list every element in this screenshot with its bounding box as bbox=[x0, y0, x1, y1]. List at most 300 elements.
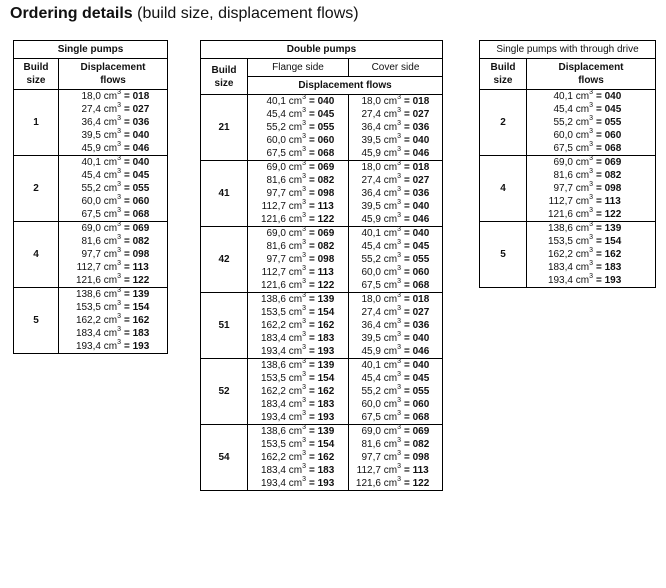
displacement-code: = 139 bbox=[596, 223, 622, 234]
volume-unit-exponent: 3 bbox=[302, 331, 306, 338]
page-title-main: Ordering details bbox=[10, 5, 133, 22]
displacement-entry bbox=[349, 293, 442, 306]
volume-unit: cm bbox=[288, 175, 303, 186]
table-row bbox=[14, 156, 168, 222]
displacement-code: = 113 bbox=[403, 465, 429, 476]
displacement-volume bbox=[248, 121, 306, 134]
displacement-volume bbox=[59, 129, 121, 142]
volume-unit-exponent: 3 bbox=[397, 107, 401, 114]
volume-value: 60,0 bbox=[81, 196, 101, 207]
header-line: Build bbox=[211, 64, 237, 76]
volume-unit-exponent: 3 bbox=[589, 221, 593, 228]
displacement-volume bbox=[349, 332, 401, 345]
code-value: 027 bbox=[132, 104, 150, 115]
code-value: 162 bbox=[317, 386, 335, 397]
displacement-entry bbox=[248, 306, 348, 319]
code-value: 154 bbox=[317, 307, 335, 318]
code-value: 046 bbox=[412, 148, 430, 159]
volume-value: 60,0 bbox=[361, 267, 381, 278]
volume-unit-exponent: 3 bbox=[397, 226, 401, 233]
volume-value: 183,4 bbox=[547, 262, 573, 273]
code-value: 098 bbox=[604, 183, 622, 194]
volume-unit-exponent: 3 bbox=[117, 155, 121, 162]
volume-unit: cm bbox=[383, 399, 398, 410]
volume-unit: cm bbox=[288, 241, 303, 252]
volume-unit-exponent: 3 bbox=[117, 207, 121, 214]
volume-value: 97,7 bbox=[266, 254, 286, 265]
code-value: 068 bbox=[604, 143, 622, 154]
volume-unit-exponent: 3 bbox=[117, 260, 121, 267]
displacement-volume bbox=[527, 208, 593, 221]
build-size: 2 bbox=[480, 90, 527, 156]
code-value: 122 bbox=[132, 275, 150, 286]
displacement-code: = 060 bbox=[403, 399, 430, 410]
volume-unit-exponent: 3 bbox=[117, 102, 121, 109]
code-value: 154 bbox=[317, 373, 335, 384]
displacement-entry bbox=[248, 359, 348, 372]
displacement-volume bbox=[248, 187, 306, 200]
single-pumps-table bbox=[13, 40, 168, 354]
displacement-volume bbox=[349, 411, 401, 424]
code-value: 122 bbox=[412, 478, 430, 489]
displacement-volume bbox=[527, 142, 593, 155]
volume-unit-exponent: 3 bbox=[589, 128, 593, 135]
volume-unit: cm bbox=[103, 170, 118, 181]
displacement-code: = 060 bbox=[403, 267, 430, 278]
through-drive-table bbox=[479, 40, 656, 288]
volume-unit-exponent: 3 bbox=[302, 424, 306, 431]
volume-value: 45,4 bbox=[361, 241, 381, 252]
displacement-volume bbox=[527, 156, 593, 169]
displacement-volume bbox=[527, 90, 593, 103]
volume-unit: cm bbox=[383, 109, 398, 120]
volume-value: 39,5 bbox=[361, 135, 381, 146]
displacement-code: = 040 bbox=[309, 96, 335, 107]
displacement-entry bbox=[248, 438, 348, 451]
build-size: 42 bbox=[201, 227, 248, 293]
displacement-entry bbox=[349, 213, 442, 226]
code-value: 098 bbox=[132, 249, 150, 260]
displacement-entry bbox=[248, 279, 348, 292]
volume-unit-exponent: 3 bbox=[117, 234, 121, 241]
displacement-cell bbox=[248, 95, 349, 161]
volume-unit: cm bbox=[383, 386, 398, 397]
displacement-volume bbox=[59, 301, 121, 314]
displacement-code: = 098 bbox=[124, 249, 150, 260]
displacement-code: = 082 bbox=[124, 236, 150, 247]
displacement-volume bbox=[248, 293, 306, 306]
displacement-volume bbox=[59, 116, 121, 129]
volume-unit: cm bbox=[383, 254, 398, 265]
displacement-code: = 046 bbox=[403, 148, 430, 159]
volume-value: 121,6 bbox=[260, 214, 286, 225]
header-line: size bbox=[214, 77, 234, 89]
code-value: 183 bbox=[317, 333, 335, 344]
code-value: 069 bbox=[317, 228, 335, 239]
volume-unit: cm bbox=[383, 267, 398, 278]
code-value: 045 bbox=[604, 104, 622, 115]
code-value: 040 bbox=[412, 201, 430, 212]
displacement-volume bbox=[248, 477, 306, 490]
volume-value: 121,6 bbox=[75, 275, 101, 286]
volume-value: 183,4 bbox=[260, 465, 286, 476]
displacement-code: = 046 bbox=[403, 214, 430, 225]
displacement-volume bbox=[248, 240, 306, 253]
displacement-entry bbox=[248, 227, 348, 240]
volume-unit-exponent: 3 bbox=[589, 155, 593, 162]
displacement-code: = 193 bbox=[309, 478, 335, 489]
volume-value: 55,2 bbox=[81, 183, 101, 194]
double-pumps-table bbox=[200, 40, 443, 491]
volume-unit: cm bbox=[575, 143, 590, 154]
table-row bbox=[14, 288, 168, 354]
displacement-volume bbox=[248, 385, 306, 398]
volume-value: 45,9 bbox=[361, 346, 381, 357]
displacement-volume bbox=[349, 464, 401, 477]
volume-value: 45,4 bbox=[266, 109, 286, 120]
volume-unit-exponent: 3 bbox=[117, 115, 121, 122]
volume-unit-exponent: 3 bbox=[397, 305, 401, 312]
displacement-volume bbox=[527, 235, 593, 248]
volume-value: 55,2 bbox=[553, 117, 573, 128]
code-value: 045 bbox=[317, 109, 335, 120]
code-value: 069 bbox=[317, 162, 335, 173]
displacement-code: = 162 bbox=[124, 315, 150, 326]
volume-value: 40,1 bbox=[266, 96, 286, 107]
volume-unit: cm bbox=[288, 386, 303, 397]
displacement-volume bbox=[527, 274, 593, 287]
volume-unit: cm bbox=[383, 346, 398, 357]
volume-unit: cm bbox=[383, 452, 398, 463]
volume-unit-exponent: 3 bbox=[302, 318, 306, 325]
volume-unit-exponent: 3 bbox=[589, 273, 593, 280]
volume-value: 193,4 bbox=[75, 341, 101, 352]
volume-unit: cm bbox=[288, 360, 303, 371]
displacement-code: = 193 bbox=[309, 346, 335, 357]
volume-unit-exponent: 3 bbox=[302, 239, 306, 246]
displacement-entry bbox=[248, 398, 348, 411]
volume-unit-exponent: 3 bbox=[117, 300, 121, 307]
build-size: 4 bbox=[480, 156, 527, 222]
displacement-volume bbox=[349, 372, 401, 385]
displacement-entry bbox=[59, 103, 167, 116]
volume-unit: cm bbox=[288, 228, 303, 239]
code-value: 113 bbox=[317, 267, 334, 278]
displacement-volume bbox=[349, 187, 401, 200]
volume-value: 45,9 bbox=[81, 143, 101, 154]
table-row bbox=[14, 90, 168, 156]
displacement-volume bbox=[248, 319, 306, 332]
code-value: 055 bbox=[317, 122, 335, 133]
volume-value: 36,4 bbox=[81, 117, 101, 128]
table-row bbox=[201, 95, 443, 161]
volume-unit-exponent: 3 bbox=[397, 410, 401, 417]
displacement-code: = 068 bbox=[596, 143, 622, 154]
build-size: 1 bbox=[14, 90, 59, 156]
displacement-entry bbox=[248, 345, 348, 358]
displacement-entry bbox=[248, 372, 348, 385]
displacement-volume bbox=[527, 195, 593, 208]
code-value: 046 bbox=[412, 346, 430, 357]
displacement-code: = 154 bbox=[309, 439, 335, 450]
displacement-entry bbox=[59, 261, 167, 274]
volume-value: 18,0 bbox=[361, 294, 381, 305]
page-title bbox=[10, 5, 359, 23]
displacement-entry bbox=[248, 200, 348, 213]
code-value: 055 bbox=[604, 117, 622, 128]
code-value: 082 bbox=[317, 175, 335, 186]
displacement-volume bbox=[349, 95, 401, 108]
displacement-volume bbox=[349, 121, 401, 134]
volume-unit: cm bbox=[288, 478, 303, 489]
displacement-entry bbox=[349, 438, 442, 451]
volume-unit-exponent: 3 bbox=[397, 424, 401, 431]
displacement-code: = 036 bbox=[403, 320, 430, 331]
displacement-entry bbox=[349, 174, 442, 187]
table-row bbox=[480, 156, 656, 222]
code-value: 193 bbox=[604, 275, 622, 286]
displacement-entry bbox=[349, 187, 442, 200]
code-value: 113 bbox=[317, 201, 334, 212]
volume-unit: cm bbox=[575, 157, 590, 168]
volume-unit-exponent: 3 bbox=[302, 371, 306, 378]
table-row bbox=[201, 293, 443, 359]
volume-unit-exponent: 3 bbox=[117, 141, 121, 148]
volume-unit-exponent: 3 bbox=[302, 107, 306, 114]
displacement-volume bbox=[349, 293, 401, 306]
volume-unit: cm bbox=[288, 333, 303, 344]
table-row bbox=[480, 90, 656, 156]
volume-unit-exponent: 3 bbox=[397, 476, 401, 483]
volume-unit: cm bbox=[288, 135, 303, 146]
volume-unit: cm bbox=[103, 143, 118, 154]
displacement-entry bbox=[349, 464, 442, 477]
displacement-code: = 027 bbox=[403, 109, 430, 120]
displacement-volume bbox=[248, 134, 306, 147]
volume-unit-exponent: 3 bbox=[302, 226, 306, 233]
code-value: 018 bbox=[412, 294, 430, 305]
header-line: Build bbox=[23, 62, 49, 73]
displacement-entry bbox=[59, 142, 167, 155]
displacement-code: = 069 bbox=[309, 228, 335, 239]
displacement-entry bbox=[349, 411, 442, 424]
build-size: 54 bbox=[201, 425, 248, 491]
displacement-cell bbox=[527, 222, 656, 288]
table-row bbox=[14, 222, 168, 288]
volume-unit: cm bbox=[575, 170, 590, 181]
single-displacement-header bbox=[59, 59, 168, 90]
code-value: 193 bbox=[317, 346, 335, 357]
table-row bbox=[201, 161, 443, 227]
volume-unit: cm bbox=[288, 254, 303, 265]
displacement-volume bbox=[59, 208, 121, 221]
build-size: 51 bbox=[201, 293, 248, 359]
displacement-code: = 040 bbox=[403, 333, 430, 344]
code-value: 113 bbox=[132, 262, 149, 273]
volume-value: 81,6 bbox=[81, 236, 101, 247]
displacement-volume bbox=[349, 134, 401, 147]
volume-value: 138,6 bbox=[260, 426, 286, 437]
volume-unit: cm bbox=[383, 122, 398, 133]
volume-unit: cm bbox=[575, 183, 590, 194]
volume-unit-exponent: 3 bbox=[302, 476, 306, 483]
volume-unit: cm bbox=[383, 162, 398, 173]
code-value: 027 bbox=[412, 307, 430, 318]
displacement-volume bbox=[527, 261, 593, 274]
volume-value: 45,4 bbox=[361, 373, 381, 384]
volume-unit-exponent: 3 bbox=[397, 397, 401, 404]
displacement-entry bbox=[349, 227, 442, 240]
volume-unit: cm bbox=[103, 183, 118, 194]
volume-unit: cm bbox=[575, 117, 590, 128]
volume-unit: cm bbox=[383, 175, 398, 186]
displacement-entry bbox=[248, 425, 348, 438]
displacement-code: = 098 bbox=[596, 183, 622, 194]
displacement-code: = 055 bbox=[403, 254, 430, 265]
code-value: 098 bbox=[412, 452, 430, 463]
volume-value: 69,0 bbox=[266, 228, 286, 239]
volume-unit: cm bbox=[383, 214, 398, 225]
displacement-volume bbox=[59, 327, 121, 340]
displacement-code: = 027 bbox=[124, 104, 150, 115]
table-row bbox=[480, 222, 656, 288]
volume-unit: cm bbox=[575, 196, 590, 207]
volume-unit-exponent: 3 bbox=[397, 371, 401, 378]
volume-unit: cm bbox=[575, 91, 590, 102]
code-value: 139 bbox=[132, 289, 150, 300]
volume-value: 81,6 bbox=[553, 170, 573, 181]
code-value: 098 bbox=[317, 188, 335, 199]
volume-unit-exponent: 3 bbox=[397, 94, 401, 101]
volume-unit-exponent: 3 bbox=[117, 287, 121, 294]
volume-value: 18,0 bbox=[361, 162, 381, 173]
header-line: flows bbox=[578, 75, 604, 86]
header-line: size bbox=[493, 75, 513, 86]
displacement-code: = 162 bbox=[309, 452, 335, 463]
volume-value: 27,4 bbox=[361, 175, 381, 186]
displacement-code: = 122 bbox=[124, 275, 150, 286]
code-value: 082 bbox=[412, 439, 430, 450]
volume-unit: cm bbox=[575, 130, 590, 141]
volume-value: 138,6 bbox=[75, 289, 101, 300]
displacement-volume bbox=[248, 345, 306, 358]
displacement-entry bbox=[349, 306, 442, 319]
displacement-entry bbox=[59, 156, 167, 169]
displacement-entry bbox=[59, 314, 167, 327]
displacement-cell bbox=[59, 156, 168, 222]
displacement-entry bbox=[248, 108, 348, 121]
volume-value: 193,4 bbox=[260, 412, 286, 423]
displacement-cell bbox=[248, 425, 349, 491]
volume-unit: cm bbox=[103, 196, 118, 207]
volume-unit-exponent: 3 bbox=[117, 89, 121, 96]
volume-value: 39,5 bbox=[361, 201, 381, 212]
volume-unit: cm bbox=[103, 236, 118, 247]
volume-unit-exponent: 3 bbox=[397, 160, 401, 167]
volume-value: 39,5 bbox=[361, 333, 381, 344]
displacement-cell bbox=[59, 222, 168, 288]
displacement-volume bbox=[248, 95, 306, 108]
displacement-volume bbox=[248, 213, 306, 226]
displacement-entry bbox=[248, 187, 348, 200]
volume-value: 112,7 bbox=[261, 267, 286, 278]
volume-value: 60,0 bbox=[361, 399, 381, 410]
displacement-code: = 060 bbox=[596, 130, 622, 141]
single-pumps-body bbox=[14, 90, 168, 354]
displacement-entry bbox=[59, 222, 167, 235]
volume-unit: cm bbox=[103, 302, 118, 313]
displacement-code: = 045 bbox=[309, 109, 335, 120]
volume-unit: cm bbox=[103, 289, 118, 300]
code-value: 082 bbox=[132, 236, 150, 247]
volume-unit-exponent: 3 bbox=[302, 265, 306, 272]
displacement-volume bbox=[349, 359, 401, 372]
displacement-volume bbox=[248, 411, 306, 424]
volume-unit: cm bbox=[383, 148, 398, 159]
flange-side-header: Flange side bbox=[248, 59, 349, 77]
header-line: Build bbox=[490, 62, 516, 73]
volume-value: 69,0 bbox=[553, 157, 573, 168]
displacement-volume bbox=[59, 288, 121, 301]
volume-value: 121,6 bbox=[547, 209, 573, 220]
displacement-volume bbox=[349, 253, 401, 266]
volume-unit: cm bbox=[288, 280, 303, 291]
volume-unit-exponent: 3 bbox=[397, 358, 401, 365]
displacement-code: = 113 bbox=[124, 262, 149, 273]
volume-unit: cm bbox=[288, 465, 303, 476]
displacement-code: = 018 bbox=[403, 294, 430, 305]
volume-value: 162,2 bbox=[75, 315, 101, 326]
volume-unit: cm bbox=[288, 452, 303, 463]
volume-unit: cm bbox=[288, 320, 303, 331]
volume-value: 193,4 bbox=[260, 346, 286, 357]
displacement-volume bbox=[248, 279, 306, 292]
displacement-entry bbox=[349, 425, 442, 438]
code-value: 154 bbox=[604, 236, 622, 247]
volume-value: 40,1 bbox=[361, 360, 381, 371]
volume-value: 36,4 bbox=[361, 320, 381, 331]
displacement-entry bbox=[349, 398, 442, 411]
code-value: 018 bbox=[132, 91, 150, 102]
volume-unit-exponent: 3 bbox=[117, 168, 121, 175]
volume-unit-exponent: 3 bbox=[397, 146, 401, 153]
table-row bbox=[201, 425, 443, 491]
displacement-entry bbox=[349, 134, 442, 147]
displacement-volume bbox=[349, 213, 401, 226]
code-value: 060 bbox=[132, 196, 150, 207]
code-value: 069 bbox=[604, 157, 622, 168]
displacement-code: = 122 bbox=[596, 209, 622, 220]
volume-unit-exponent: 3 bbox=[302, 94, 306, 101]
displacement-code: = 069 bbox=[596, 157, 622, 168]
volume-unit: cm bbox=[575, 209, 590, 220]
volume-unit: cm bbox=[383, 373, 398, 384]
volume-unit-exponent: 3 bbox=[589, 234, 593, 241]
volume-unit: cm bbox=[383, 96, 398, 107]
volume-value: 18,0 bbox=[361, 96, 381, 107]
displacement-volume bbox=[59, 103, 121, 116]
displacement-cell bbox=[59, 90, 168, 156]
displacement-entry bbox=[59, 169, 167, 182]
volume-unit: cm bbox=[288, 399, 303, 410]
displacement-code: = 183 bbox=[124, 328, 150, 339]
displacement-volume bbox=[349, 425, 401, 438]
displacement-volume bbox=[527, 182, 593, 195]
code-value: 183 bbox=[132, 328, 150, 339]
displacement-entry bbox=[248, 332, 348, 345]
volume-unit: cm bbox=[575, 104, 590, 115]
volume-unit-exponent: 3 bbox=[397, 186, 401, 193]
